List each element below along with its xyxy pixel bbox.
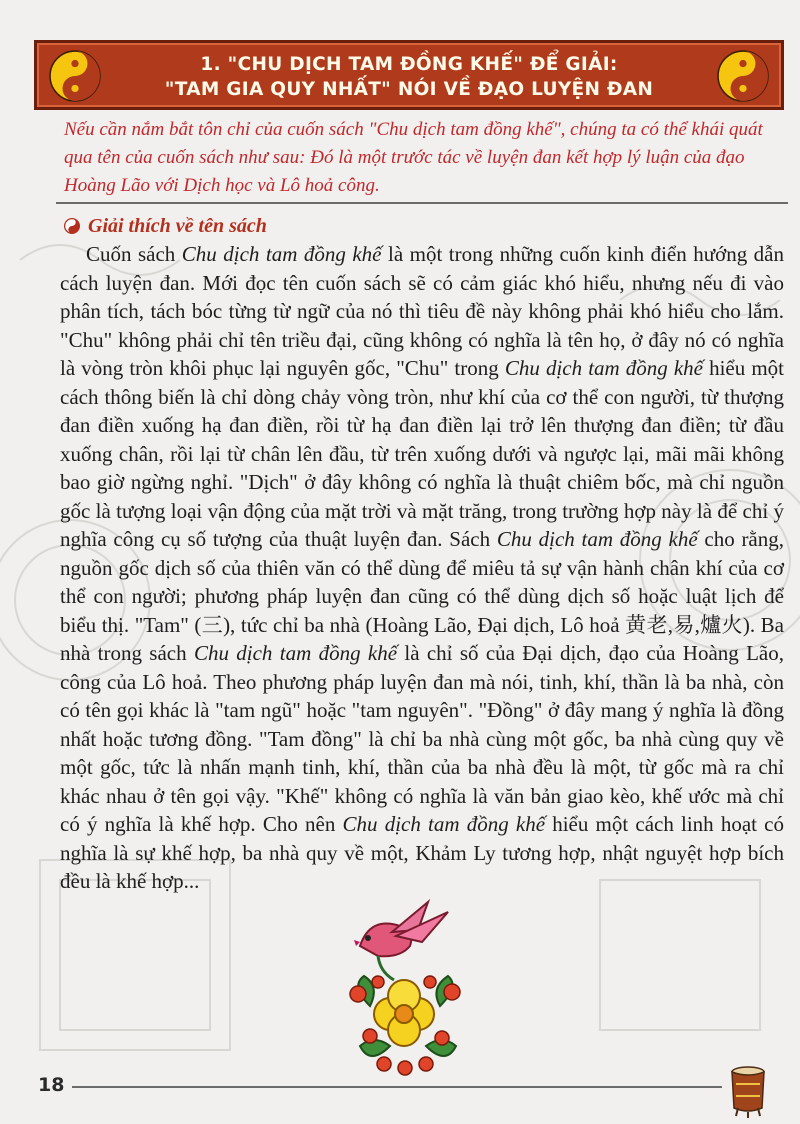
divider: [56, 202, 788, 204]
book-title-italic: Chu dịch tam đồng khế: [342, 812, 546, 836]
chapter-title-line-1: 1. "CHU DỊCH TAM ĐỒNG KHẾ" ĐỂ GIẢI:: [200, 54, 618, 75]
body-text-segment: là chỉ số của Đại dịch, đạo của Hoàng Lão, công của Lô hoả. Theo phương pháp luyện đan mà nói, tinh, khí, thần là ba nhà, còn có tên gọi khác là "tam ngũ" hoặc "tam nguyên". "Đồng" ở đây mang ý nghĩa là đồng nhất hoặc tương đồng. "Tam đồng" là chỉ ba nhà cùng một gốc, ba nhà cùng quy về một gốc, tức là nhấn mạnh tinh, khí, thần của ba nhà đều là một, từ gốc mà ra chỉ khác nhau ở tên gọi vậy. "Khế" không có nghĩa là văn bản giao kèo, khế ước mà chỉ có ý nghĩa là khế hợp. Cho nên: [60, 641, 784, 836]
chapter-title: [117, 52, 701, 102]
body-text: [60, 240, 784, 896]
yin-yang-icon: [49, 50, 101, 102]
chapter-banner: [34, 40, 784, 110]
drum-icon: [728, 1062, 768, 1118]
book-title-italic: Chu dịch tam đồng khế: [181, 242, 382, 266]
yin-yang-bullet-icon: [64, 218, 80, 234]
book-title-italic: Chu dịch tam đồng khế: [504, 356, 704, 380]
body-text-segment: hiểu một cách thông biến là chỉ dòng chảy vòng tròn, như khí của cơ thể con người, từ thượng đan điền xuống hạ đan điền, rồi từ hạ đan điền lại trở lên thượng đan điền; từ đầu xuống chân, rồi lại từ chân lên đầu, từ trên xuống dưới và ngược lại, mãi mãi không bao giờ ngừng nghỉ. "Dịch" ở đây không có nghĩa là thuật chiêm bốc, mà chỉ nguồn gốc là tượng loại vận động của mặt trời và mặt trăng, trong trường hợp này là để chỉ ý nghĩa công cụ số tượng của thuật luyện đan. Sách: [60, 356, 785, 551]
body-paragraph: [60, 240, 784, 896]
footer-divider: [72, 1086, 722, 1088]
body-text-segment: là một trong những cuốn kinh điển hướng dẫn cách luyện đan. Mới đọc tên cuốn sách sẽ có cảm giác khó hiểu, nhưng nếu đi vào phân tích, tách bóc từng từ ngữ của nó thì tiêu đề này không phải khó hiểu cho lắm. "Chu" không phải chỉ tên triều đại, cũng không có nghĩa là tên họ, ở đây nó có nghĩa là vòng tròn khôi phục lại nguyên gốc, "Chu" trong: [60, 242, 784, 380]
body-text-segment: hiểu một cách linh hoạt có nghĩa là sự khế hợp, ba nhà quy về một, Khảm Ly tương hợp, nhật nguyệt hợp bích đều là khế hợp...: [60, 812, 784, 893]
book-title-italic: Chu dịch tam đồng khế: [193, 641, 398, 665]
book-title-italic: Chu dịch tam đồng khế: [496, 527, 698, 551]
chapter-title-line-2: "TAM GIA QUY NHẤT" NÓI VỀ ĐẠO LUYỆN ĐAN: [164, 79, 654, 100]
intro-paragraph: Nếu cần nắm bắt tôn chỉ của cuốn sách "Chu dịch tam đồng khế", chúng ta có thể khái quát qua tên của cuốn sách như sau: Đó là một trước tác về luyện đan kết hợp lý luận của đạo Hoàng Lão với Dịch học và Lô hoả công.: [64, 119, 763, 196]
page-number: 18: [38, 1074, 65, 1096]
bird-flower-illustration: [330, 896, 480, 1078]
yin-yang-icon: [717, 50, 769, 102]
body-text-segment: cho rằng, nguồn gốc dịch số của thiên văn có thể dùng để miêu tả sự vận hành chân khí của cơ thể con người; phương pháp luyện đan cũng có thể dùng dịch số hoặc luật lịch để biểu thị. "Tam" (三), tức chỉ ba nhà (Hoàng Lão, Đại dịch, Lô hoả 黄老,易,爐火). Ba nhà trong sách: [60, 527, 785, 665]
body-text-segment: Cuốn sách: [86, 242, 182, 266]
section-heading-text: Giải thích về tên sách: [88, 215, 267, 237]
section-heading: [64, 213, 267, 239]
